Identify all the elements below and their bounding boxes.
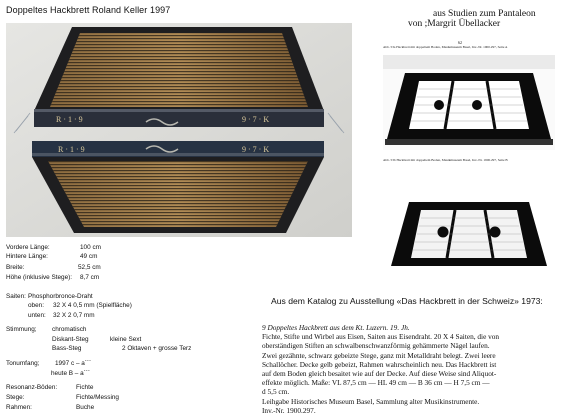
spec-label: Hintere Länge:	[6, 253, 48, 260]
spec-label: Breite:	[6, 264, 25, 271]
spec-label: Höhe (inklusive Stege):	[6, 274, 73, 281]
spec-label: Bass-Steg	[52, 345, 82, 352]
catalog-line: Schallöcher. Decke gelb gebeizt, Rahmen wahrscheinlich neu. Das Hackbrett ist	[262, 359, 497, 369]
catalog-line: Leihgabe Historisches Museum Basel, Sammlung alter Musikinstrumente.	[262, 396, 480, 406]
scan-page-number: 62	[458, 40, 462, 45]
spec-value: Buche	[76, 404, 95, 411]
spec-label: Diskant-Steg	[52, 336, 89, 343]
catalog-line: auf dem Boden gleich besaitet wie auf der Decke. Auf diese Weise sind Aliquot-	[262, 369, 497, 379]
catalog-line: Inv.-Nr. 1900.297.	[262, 405, 316, 415]
catalog-line: effekte möglich. Maße: VL 87,5 cm — HL 49 cm — B 36 cm — H 7,5 cm —	[262, 378, 490, 388]
spec-label: Saiten:	[6, 293, 26, 300]
spec-label: unten:	[28, 312, 46, 319]
spec-value: chromatisch	[52, 326, 87, 333]
spec-value: Fichte	[76, 384, 94, 391]
catalog-line: Zwei gezähnte, schwarz gebeizte Stege, ganz mit Metalldraht belegt. Zwei leere	[262, 350, 496, 360]
spec-value: 1997 c – a´´´	[55, 360, 92, 367]
scan-caption-b: Abb. 53b Hackbrett mit doppeltem Boden, Musikmuseum Basel, Inv.-Nr. 1900.297, Seite B	[383, 158, 508, 162]
catalog-heading: Aus dem Katalog zu Ausstellung «Das Hackbrett in der Schweiz» 1973:	[271, 296, 543, 306]
spec-value: 8,7 cm	[80, 274, 100, 281]
catalog-line: Fichte, Stifte und Wirbel aus Eisen, Saiten aus Eisendraht. 20 X 4 Saiten, die von	[262, 332, 500, 342]
photo-inlay: 9 · 7 · K	[242, 115, 270, 124]
photo-inlay: 9 · 7 · K	[242, 145, 270, 154]
scan-caption-a: Abb. 53a Hackbrett mit doppeltem Boden, Musikmuseum Basel, Inv.-Nr. 1900.297, Seite A	[383, 45, 508, 49]
hackbrett-photo	[6, 23, 352, 237]
spec-label: Resonanz-Böden:	[6, 384, 58, 391]
catalog-line: oberständigen Stiften an schwalbenschwanzförmig gehämmerte Nägel laufen.	[262, 341, 490, 351]
scan-photo-a	[383, 55, 555, 150]
spec-value: heute B – a´´´	[51, 370, 91, 377]
catalog-line: 9 Doppeltes Hackbrett aus dem Kt. Luzern. 19. Jh.	[262, 323, 410, 332]
spec-value: 2 Oktaven + grosse Terz	[122, 345, 192, 352]
spec-label: Stege:	[6, 394, 25, 401]
catalog-text	[262, 323, 562, 415]
spec-value: 32 X 2 0,7 mm	[53, 312, 95, 319]
spec-label: Stimmung;	[6, 326, 37, 333]
spec-value: 52,5 cm	[78, 264, 101, 271]
spec-label: oben:	[28, 302, 44, 309]
photo-inlay: R · 1 · 9	[58, 145, 85, 154]
photo-inlay: R · 1 · 9	[56, 115, 83, 124]
spec-value: 100 cm	[80, 244, 101, 251]
catalog-line: d 5,5 cm.	[262, 387, 290, 397]
source-author: von ;Margrit Übellacker	[408, 19, 501, 29]
spec-value: 49 cm	[80, 253, 98, 260]
spec-label: Rahmen:	[6, 404, 32, 411]
scan-photo-b	[383, 190, 555, 274]
spec-value: Phosphorbronce-Draht	[28, 293, 93, 300]
source-title: aus Studien zum Pantaleon	[433, 9, 536, 19]
page-title: Doppeltes Hackbrett Roland Keller 1997	[6, 5, 171, 15]
spec-label: Tonumfang;	[6, 360, 40, 367]
spec-label: Vordere Länge:	[6, 244, 50, 251]
spec-value: Fichte/Messing	[76, 394, 119, 401]
spec-value: kleine Sext	[110, 336, 142, 343]
spec-value: 32 X 4 0,5 mm (Spielfläche)	[53, 302, 132, 309]
